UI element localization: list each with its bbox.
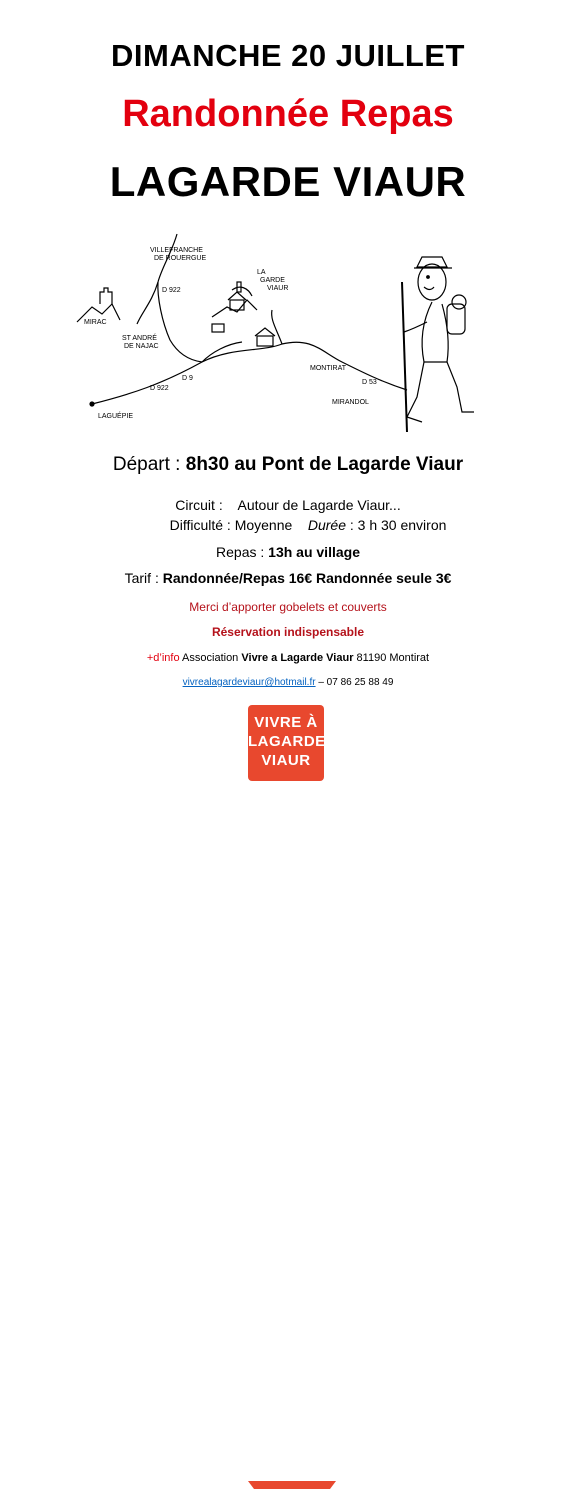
logo-line-3: VIAUR	[261, 752, 311, 769]
logo-line-2: LAGARDE	[248, 733, 326, 750]
circuit-value: Autour de Lagarde Viaur...	[237, 497, 401, 513]
price-label: Tarif :	[124, 570, 159, 586]
svg-text:DE ROUERGUE: DE ROUERGUE	[154, 255, 207, 262]
event-date: DIMANCHE 20 JUILLET	[111, 38, 465, 73]
info-line	[0, 652, 576, 664]
duration-label: Durée	[307, 517, 346, 533]
departure-label: Départ :	[112, 454, 181, 475]
event-title: Randonnée Repas	[122, 93, 454, 135]
price-line	[0, 570, 576, 586]
meal-line	[0, 544, 576, 560]
svg-text:MONTIRAT: MONTIRAT	[310, 365, 347, 372]
info-association-name: Vivre a Lagarde Viaur	[241, 652, 354, 664]
svg-text:MIRANDOL: MIRANDOL	[332, 399, 369, 406]
hiker-drawing	[402, 257, 474, 432]
phone-number: – 07 86 25 88 49	[318, 677, 394, 688]
svg-text:LAGUÉPIE: LAGUÉPIE	[98, 413, 134, 420]
village-drawing	[212, 282, 275, 346]
hand-drawn-map-illustration	[62, 212, 482, 442]
difficulty-label: Difficulté : Moyenne	[169, 517, 293, 533]
logo-pin-icon	[248, 1481, 336, 1489]
road-main	[92, 342, 407, 404]
svg-text:D 9: D 9	[182, 375, 193, 382]
svg-text:D 922: D 922	[162, 287, 181, 294]
svg-text:ST ANDRÉ: ST ANDRÉ	[122, 335, 157, 342]
duration-value: : 3 h 30 environ	[349, 517, 447, 533]
svg-text:LA: LA	[257, 269, 266, 276]
price-value: Randonnée/Repas 16€ Randonnée seule 3€	[162, 570, 452, 586]
reservation-note: Réservation indispensable	[211, 625, 365, 639]
svg-text:D 53: D 53	[362, 379, 377, 386]
contact-line	[0, 677, 576, 688]
email-link[interactable]: vivrealagardeviaur@hotmail.fr	[182, 677, 316, 688]
bring-cutlery-note: Merci d’apporter gobelets et couverts	[189, 600, 387, 614]
logo-line-1: VIVRE À	[254, 714, 318, 731]
circuit-line	[0, 497, 576, 513]
svg-text:VILLEFRANCHE: VILLEFRANCHE	[150, 247, 203, 254]
meal-label: Repas :	[216, 544, 265, 560]
info-prefix: +d’info	[146, 652, 180, 664]
walking-stick	[402, 282, 407, 432]
svg-text:DE NAJAC: DE NAJAC	[124, 343, 159, 350]
departure-line	[0, 454, 576, 476]
info-association: Association	[182, 652, 239, 664]
difficulty-line	[0, 517, 576, 533]
circuit-label: Circuit :	[175, 497, 223, 513]
svg-text:GARDE: GARDE	[260, 277, 285, 284]
event-place: LAGARDE VIAUR	[109, 158, 467, 205]
association-logo	[248, 705, 324, 781]
svg-text:VIAUR: VIAUR	[267, 285, 289, 292]
info-place: 81190 Montirat	[356, 652, 430, 664]
departure-value: 8h30 au Pont de Lagarde Viaur	[185, 454, 464, 475]
svg-text:MIRAC: MIRAC	[84, 319, 107, 326]
meal-value: 13h au village	[268, 544, 360, 560]
svg-text:D 922: D 922	[150, 385, 169, 392]
